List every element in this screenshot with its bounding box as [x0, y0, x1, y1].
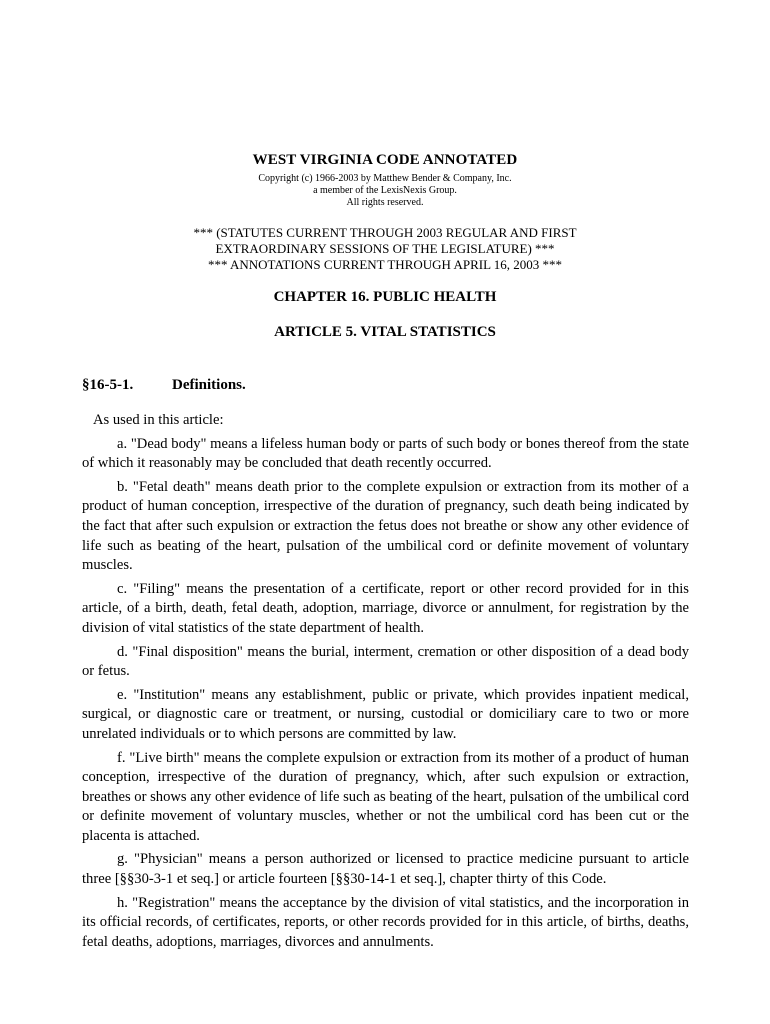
definition-paragraph: e. "Institution" means any establishment, public or private, which provides inpatient medical, surgical, or diagnostic care or treatment, or nursing, custodial or domiciliary care to two or more unrelated individuals or to which persons are committed by law.: [82, 686, 689, 742]
currency-notice: [0, 225, 770, 273]
section-heading: [82, 377, 246, 394]
definition-paragraph: f. "Live birth" means the complete expulsion or extraction from its mother of a product of human conception, irrespective of the duration of pregnancy, which, after such expulsion or extraction, breathes or shows any other evidence of life such as beating of the heart, pulsation of the umbilical cord or definite movement of voluntary muscles, whether or not the umbilical cord has been cut or the placenta is attached.: [82, 749, 689, 844]
currency-line: EXTRAORDINARY SESSIONS OF THE LEGISLATURE) ***: [215, 241, 555, 256]
definition-paragraph: b. "Fetal death" means death prior to the complete expulsion or extraction from its mother of a product of human conception, irrespective of the duration of pregnancy, such death being indicated by the fact that after such expulsion or extraction the fetus does not breathe or show any other evidence of life such as beating of the heart, pulsation of the umbilical cord or definite movement of voluntary muscles.: [82, 478, 689, 574]
section-title: Definitions.: [172, 377, 246, 393]
chapter-heading: CHAPTER 16. PUBLIC HEALTH: [273, 289, 497, 305]
currency-line: *** (STATUTES CURRENT THROUGH 2003 REGULAR AND FIRST: [193, 225, 577, 240]
copyright-line: Copyright (c) 1966-2003 by Matthew Bender & Company, Inc.: [258, 173, 512, 184]
copyright-line: All rights reserved.: [346, 197, 424, 208]
definition-paragraph: g. "Physician" means a person authorized or licensed to practice medicine pursuant to article three [§§30-3-1 et seq.] or article fourteen [§§30-14-1 et seq.], chapter thirty of this Code.: [82, 851, 689, 888]
section-number: §16-5-1.: [82, 377, 134, 393]
definition-paragraph: d. "Final disposition" means the burial, interment, cremation or other disposition of a dead body or fetus.: [82, 643, 689, 680]
definition-paragraph: c. "Filing" means the presentation of a certificate, report or other record provided for in this article, of a birth, death, fetal death, adoption, marriage, divorce or annulment, for registration by the division of vital statistics of the state department of health.: [82, 580, 689, 636]
definition-paragraph: h. "Registration" means the acceptance by the division of vital statistics, and the incorporation in its official records, of certificates, reports, or other records provided for in this article, of births, deaths, fetal deaths, adoptions, marriages, divorces and annulments.: [82, 894, 689, 950]
intro-text: As used in this article:: [93, 412, 224, 428]
definition-paragraph: a. "Dead body" means a lifeless human body or parts of such body or bones thereof from the state of which it reasonably may be concluded that death recently occurred.: [82, 435, 689, 472]
section-body: [82, 411, 689, 956]
article-heading: ARTICLE 5. VITAL STATISTICS: [274, 324, 496, 340]
copyright-block: [0, 173, 770, 209]
currency-line: *** ANNOTATIONS CURRENT THROUGH APRIL 16, 2003 ***: [207, 257, 563, 272]
code-title: WEST VIRGINIA CODE ANNOTATED: [252, 152, 518, 168]
copyright-line: a member of the LexisNexis Group.: [313, 185, 457, 196]
